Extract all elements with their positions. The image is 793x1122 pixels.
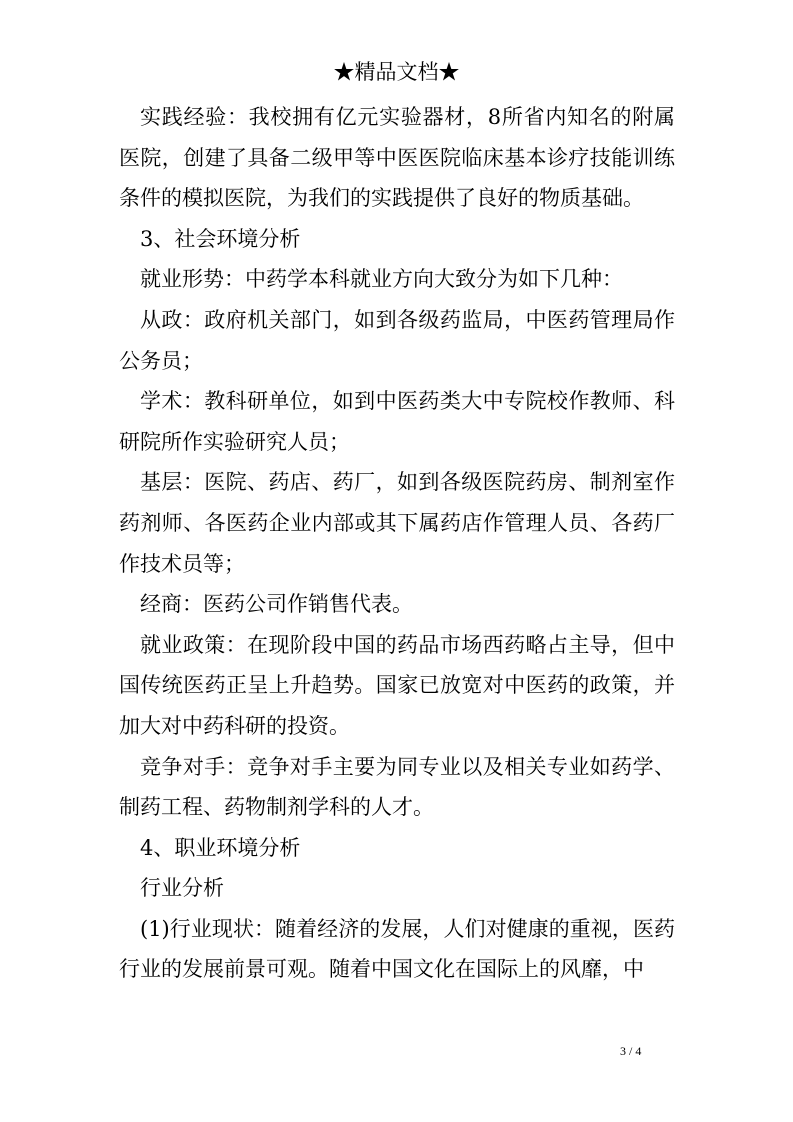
document-body — [119, 97, 675, 990]
paragraph-industry-status: (1)行业现状：随着经济的发展，人们对健康的重视，医药行业的发展前景可观。随着中国文化在国际上的风靡，中 — [119, 916, 675, 982]
section-heading-career-environment: 4、职业环境分析 — [140, 835, 301, 860]
paragraph-government-career: 从政：政府机关部门，如到各级药监局，中医药管理局作公务员； — [119, 307, 675, 373]
paragraph-employment-policy: 就业政策：在现阶段中国的药品市场西药略占主导，但中国传统医药正呈上升趋势。国家已放宽对中医药的政策，并加大对中药科研的投资。 — [119, 632, 675, 738]
paragraph-business-career: 经商：医药公司作销售代表。 — [140, 592, 413, 617]
paragraph-academic-career: 学术：教科研单位，如到中医药类大中专院校作教师、科研院所作实验研究人员； — [119, 389, 675, 454]
section-heading-social-environment: 3、社会环境分析 — [140, 226, 301, 251]
document-header: ★精品文档★ — [333, 60, 460, 84]
subheading-industry-analysis: 行业分析 — [140, 876, 224, 901]
paragraph-employment-situation: 就业形势：中药学本科就业方向大致分为如下几种： — [140, 267, 623, 292]
paragraph-grassroots-career: 基层：医院、药店、药厂，如到各级医院药房、制剂室作药剂师、各医药企业内部或其下属药店作管理人员、各药厂作技术员等； — [119, 470, 675, 576]
page-number: 3 / 4 — [620, 1044, 642, 1058]
paragraph-practical-experience: 实践经验：我校拥有亿元实验器材，8所省内知名的附属医院，创建了具备二级甲等中医医院临床基本诊疗技能训练条件的模拟医院，为我们的实践提供了良好的物质基础。 — [119, 105, 675, 211]
paragraph-competitors: 竞争对手：竞争对手主要为同专业以及相关专业如药学、制药工程、药物制剂学科的人才。 — [119, 754, 675, 820]
